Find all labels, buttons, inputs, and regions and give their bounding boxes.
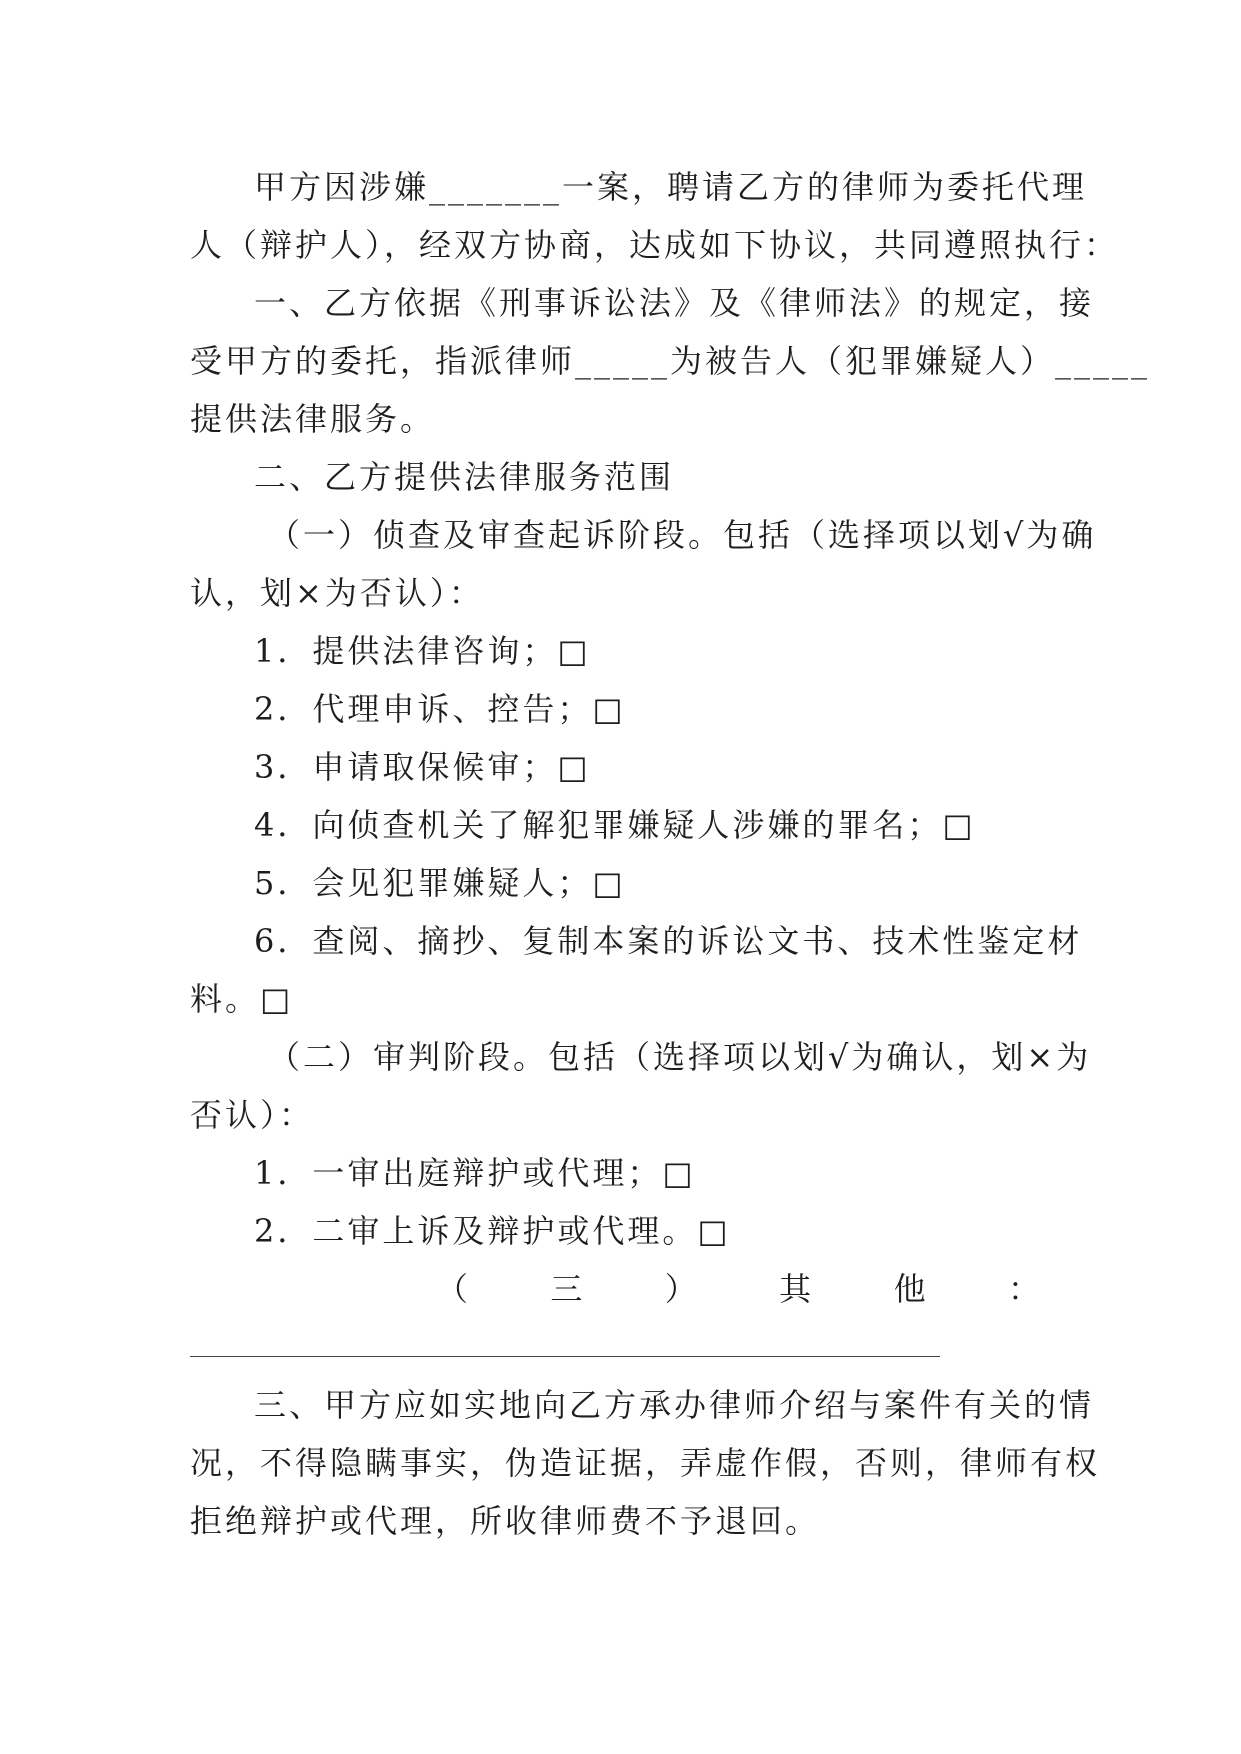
paragraph-3-line-2: 况，不得隐瞒事实，伪造证据，弄虚作假，否则，律师有权: [190, 1444, 1101, 1482]
sub-1-item-2: 2．代理申诉、控告；□: [254, 690, 626, 728]
sub-2-line-2: 否认）：: [190, 1096, 315, 1134]
sub-1-item-1: 1．提供法律咨询；□: [254, 632, 591, 670]
sub-1-item-6-cont: 料。□: [190, 980, 294, 1018]
document-page: [190, 158, 1151, 1550]
sub-3-char: 三: [550, 1270, 586, 1308]
paragraph-3-line-1: 三、甲方应如实地向乙方承办律师介绍与案件有关的情: [254, 1386, 1095, 1424]
sub-1-item-6: 6．查阅、摘抄、复制本案的诉讼文书、技术性鉴定材: [254, 922, 1083, 960]
sub-3-char: ：: [1007, 1270, 1043, 1308]
sub-1-item-5: 5．会见犯罪嫌疑人；□: [254, 864, 626, 902]
paragraph-2-line-3: 提供法律服务。: [190, 400, 436, 438]
sub-3-char: 他: [893, 1270, 929, 1308]
sub-1-item-3: 3．申请取保候审；□: [254, 748, 591, 786]
sub-2-item-1: 1．一审出庭辩护或代理；□: [254, 1154, 696, 1192]
sub-3-char: （: [436, 1270, 472, 1308]
sub-3-char: ）: [664, 1270, 700, 1308]
sub-1-line-2: 认，划×为否认）：: [190, 574, 484, 612]
blank-underline: [190, 1356, 940, 1357]
paragraph-2-line-2: 受甲方的委托，指派律师_____为被告人（犯罪嫌疑人）_____: [190, 342, 1151, 380]
sub-1-item-4: 4．向侦查机关了解犯罪嫌疑人涉嫌的罪名；□: [254, 806, 976, 844]
sub-3-heading: [190, 1260, 1055, 1318]
paragraph-1-line-2: 人（辩护人），经双方协商，达成如下协议，共同遵照执行：: [190, 226, 1120, 264]
section-2-title: 二、乙方提供法律服务范围: [254, 458, 675, 496]
paragraph-3-line-3: 拒绝辩护或代理，所收律师费不予退回。: [190, 1502, 821, 1540]
sub-2-line-1: （二）审判阶段。包括（选择项以划√为确认，划×为: [268, 1038, 1092, 1076]
sub-2-item-2: 2．二审上诉及辩护或代理。□: [254, 1212, 731, 1250]
sub-3-char: 其: [779, 1270, 815, 1308]
paragraph-1-line-1: 甲方因涉嫌_______一案，聘请乙方的律师为委托代理: [254, 168, 1088, 206]
sub-1-line-1: （一）侦查及审查起诉阶段。包括（选择项以划√为确: [268, 516, 1097, 554]
paragraph-2-line-1: 一、乙方依据《刑事诉讼法》及《律师法》的规定，接: [254, 284, 1095, 322]
fill-in-blank-line: [190, 1318, 1055, 1376]
